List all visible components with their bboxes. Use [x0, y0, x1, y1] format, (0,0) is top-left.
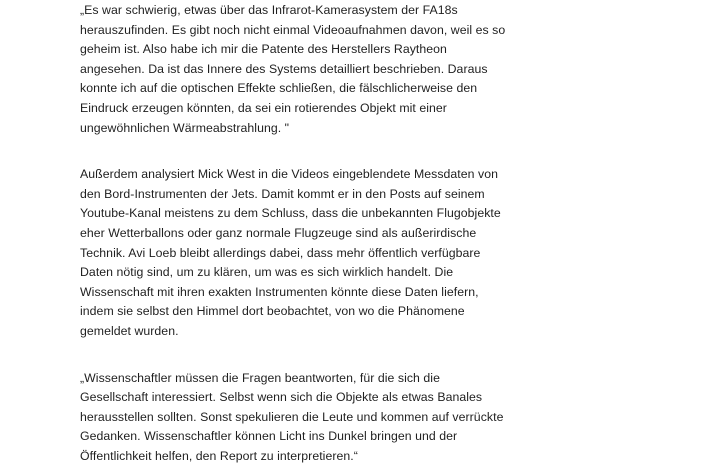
text-line: Außerdem analysiert Mick West in die Videos eingeblendete Messdaten von — [80, 165, 500, 185]
text-line: Öffentlichkeit helfen, den Report zu interpretieren.“ — [80, 447, 500, 466]
paragraph-spacer — [80, 138, 500, 165]
text-line: „Wissenschaftler müssen die Fragen beantworten, für die sich die — [80, 369, 500, 389]
paragraph-mick-west-analysis — [80, 165, 500, 341]
text-line: herauszufinden. Es gibt noch nicht einmal Videoaufnahmen davon, weil es so — [80, 21, 500, 41]
text-line: indem sie selbst den Himmel dort beobachtet, von wo die Phänomene — [80, 302, 500, 322]
text-line: „Es war schwierig, etwas über das Infrarot-Kamerasystem der FA18s — [80, 1, 500, 21]
text-line: Eindruck erzeugen könnten, da sei ein rotierendes Objekt mit einer — [80, 99, 500, 119]
text-line: herausstellen sollten. Sonst spekulieren die Leute und kommen auf verrückte — [80, 408, 500, 428]
text-line: eher Wetterballons oder ganz normale Flugzeuge sind als außerirdische — [80, 224, 500, 244]
text-line: geheim ist. Also habe ich mir die Patente des Herstellers Raytheon — [80, 40, 500, 60]
text-line: Daten nötig sind, um zu klären, um was es sich wirklich handelt. Die — [80, 263, 500, 283]
text-line: Wissenschaft mit ihren exakten Instrumenten könnte diese Daten liefern, — [80, 283, 500, 303]
text-line: ungewöhnlichen Wärmeabstrahlung. " — [80, 119, 500, 139]
article-body — [80, 1, 500, 466]
text-line: Technik. Avi Loeb bleibt allerdings dabei, dass mehr öffentlich verfügbare — [80, 244, 500, 264]
text-line: angesehen. Da ist das Innere des Systems detailliert beschrieben. Daraus — [80, 60, 500, 80]
text-line: den Bord-Instrumenten der Jets. Damit kommt er in den Posts auf seinem — [80, 185, 500, 205]
text-line: konnte ich auf die optischen Effekte schließen, die fälschlicherweise den — [80, 79, 500, 99]
quote-paragraph-scientists — [80, 369, 500, 466]
text-line: Gesellschaft interessiert. Selbst wenn sich die Objekte als etwas Banales — [80, 388, 500, 408]
text-line: gemeldet wurden. — [80, 322, 500, 342]
text-line: Gedanken. Wissenschaftler können Licht ins Dunkel bringen und der — [80, 427, 500, 447]
text-line: Youtube-Kanal meistens zu dem Schluss, dass die unbekannten Flugobjekte — [80, 204, 500, 224]
paragraph-spacer — [80, 342, 500, 369]
quote-paragraph-infrared-camera — [80, 1, 500, 138]
